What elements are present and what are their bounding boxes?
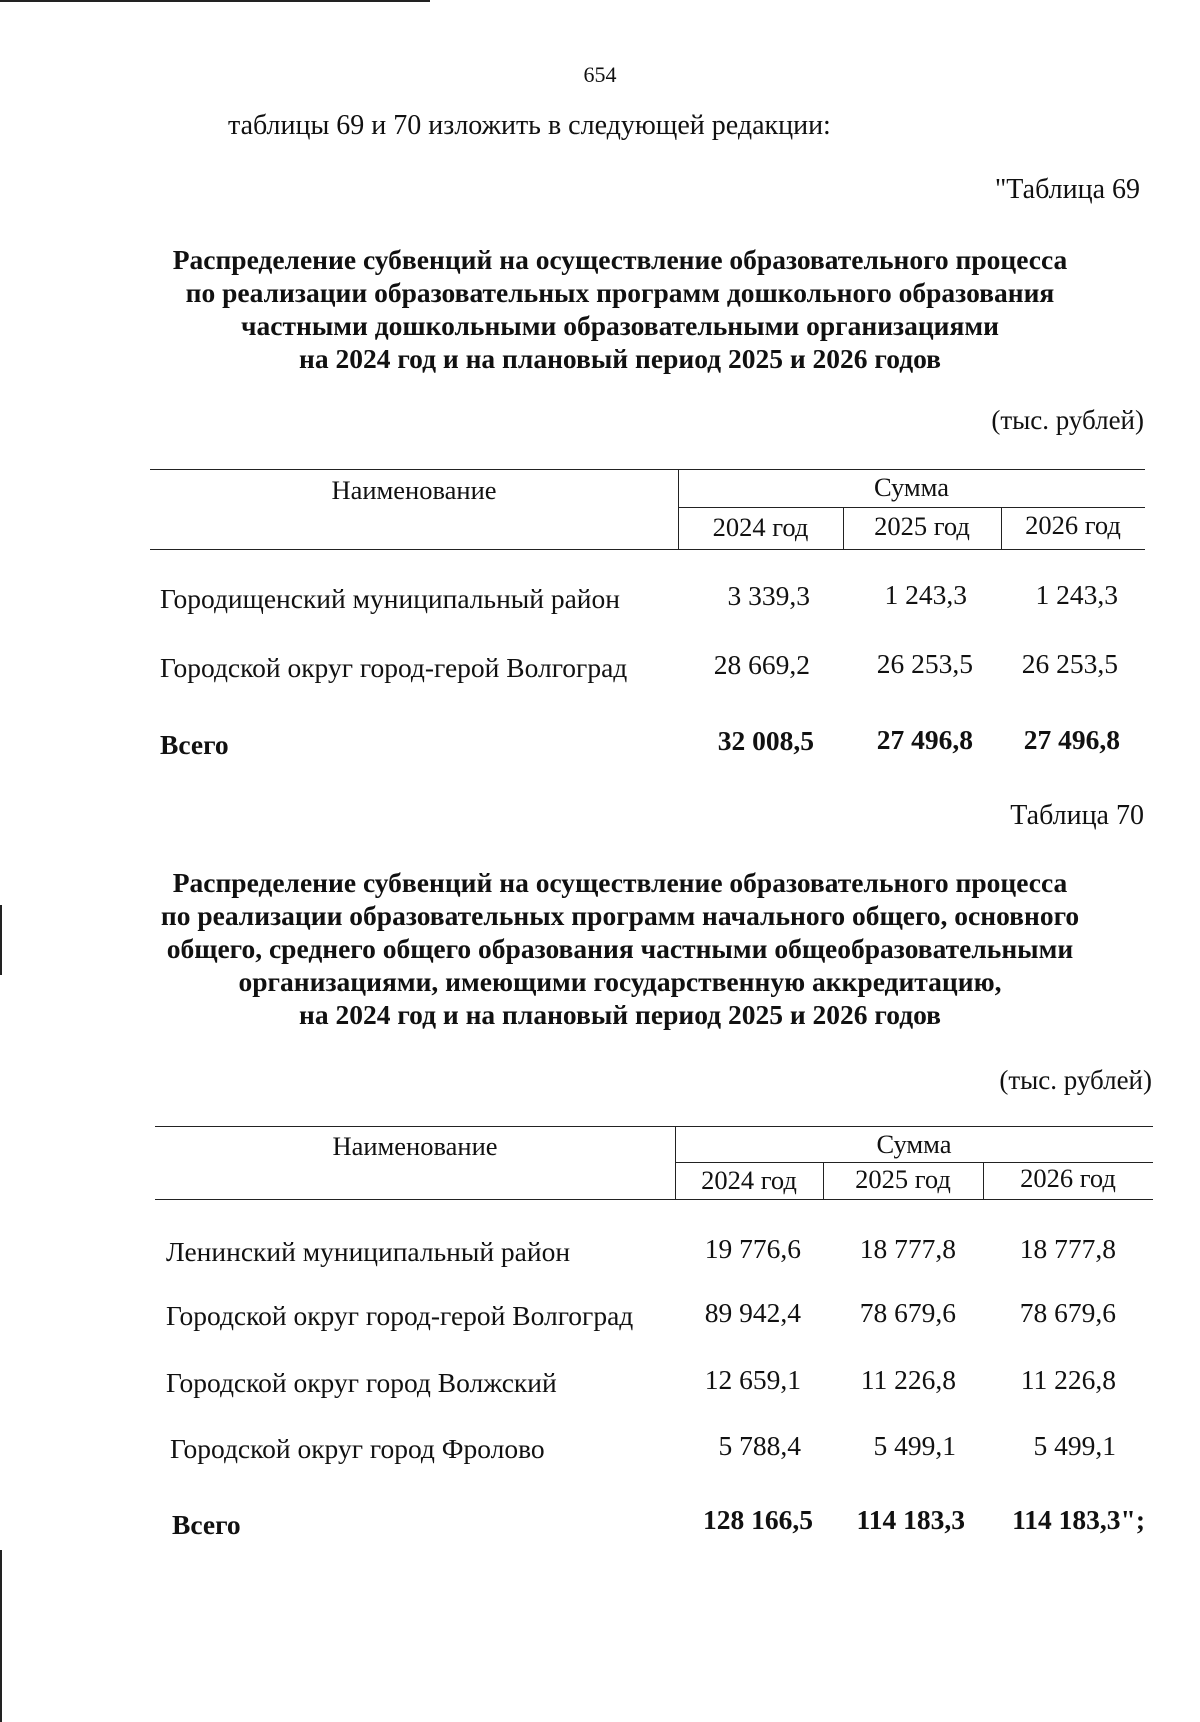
- table69-title: [120, 243, 1120, 375]
- scan-edge-left-lower: [0, 1550, 2, 1722]
- row-value: 89 942,4: [704, 1297, 801, 1328]
- table69-label: "Таблица 69: [994, 174, 1140, 205]
- row-name: Ленинский муниципальный район: [166, 1236, 571, 1267]
- row-name: Городской округ город-герой Волгоград: [166, 1300, 634, 1331]
- row-value: 11 226,8: [860, 1364, 956, 1395]
- table70-title-line: общего, среднего общего образования частными общеобразовательными: [166, 933, 1074, 964]
- table70-top-rule: [155, 1126, 1153, 1127]
- row-value: 28 669,2: [713, 649, 810, 680]
- row-name: Городской округ город Волжский: [166, 1367, 557, 1398]
- intro-text: таблицы 69 и 70 изложить в следующей редакции:: [228, 110, 831, 141]
- scan-edge-top: [0, 0, 430, 2]
- row-value: 5 499,1: [1033, 1430, 1116, 1461]
- table69-title-line: частными дошкольными образовательными организациями: [241, 310, 999, 341]
- table69-header-year: 2024 год: [712, 512, 809, 542]
- table70-title-line: организациями, имеющими государственную аккредитацию,: [238, 966, 1002, 997]
- row-value: 12 659,1: [704, 1364, 801, 1395]
- table69-units: (тыс. рублей): [991, 405, 1144, 435]
- total-label: Всего: [160, 729, 229, 760]
- row-value: 26 253,5: [1021, 648, 1118, 679]
- table70-title-line: по реализации образовательных программ начального общего, основного: [160, 900, 1080, 931]
- table69-header-year: 2025 год: [874, 511, 970, 541]
- row-value: 5 788,4: [718, 1430, 801, 1461]
- row-value: 5 499,1: [873, 1430, 956, 1461]
- row-value: 78 679,6: [1019, 1297, 1116, 1328]
- table70-header-year: 2025 год: [855, 1164, 951, 1194]
- table69-header-sum: Сумма: [873, 472, 950, 502]
- total-label: Всего: [172, 1509, 241, 1540]
- total-value: 27 496,8: [1023, 724, 1120, 755]
- table69-header-year: 2026 год: [1025, 510, 1121, 540]
- table69-title-line: по реализации образовательных программ дошкольного образования: [185, 277, 1055, 308]
- table70-label: Таблица 70: [1010, 800, 1144, 831]
- row-value: 1 243,3: [884, 579, 967, 610]
- row-value: 18 777,8: [1019, 1233, 1116, 1264]
- table70-header-bottom-rule: [155, 1199, 1153, 1200]
- table70-title-line: Распределение субвенций на осуществление образовательного процесса: [172, 867, 1068, 898]
- table70-title-line: на 2024 год и на плановый период 2025 и 2026 годов: [298, 999, 942, 1030]
- table69-title-line: Распределение субвенций на осуществление образовательного процесса: [172, 244, 1068, 275]
- table70-header-sum: Сумма: [876, 1129, 952, 1159]
- total-value: 27 496,8: [876, 724, 973, 755]
- table69-top-rule: [150, 469, 1145, 470]
- row-value: 3 339,3: [727, 580, 810, 611]
- table69-sum-rule: [678, 507, 1145, 508]
- scan-edge-left-upper: [0, 905, 2, 975]
- row-name: Городской округ город Фролово: [170, 1433, 545, 1464]
- row-value: 11 226,8: [1020, 1364, 1116, 1395]
- table70-header-name: Наименование: [332, 1131, 498, 1161]
- row-name: Городской округ город-герой Волгоград: [160, 652, 628, 683]
- row-value: 19 776,6: [704, 1233, 801, 1264]
- row-name: Городищенский муниципальный район: [160, 583, 620, 614]
- row-value: 78 679,6: [859, 1297, 956, 1328]
- table70-header-year: 2024 год: [701, 1165, 797, 1195]
- total-value: 114 183,3";: [1012, 1504, 1145, 1535]
- table70-header-year: 2026 год: [1020, 1163, 1116, 1193]
- total-value: 114 183,3: [856, 1504, 965, 1535]
- table70-title: [120, 866, 1120, 1031]
- table70-units: (тыс. рублей): [999, 1065, 1152, 1095]
- row-value: 1 243,3: [1035, 579, 1118, 610]
- table69-header-bottom-rule: [150, 549, 1145, 550]
- page-number: 654: [583, 62, 617, 87]
- table69-header-name: Наименование: [331, 475, 497, 505]
- total-value: 128 166,5: [703, 1504, 813, 1535]
- row-value: 18 777,8: [859, 1233, 956, 1264]
- total-value: 32 008,5: [717, 725, 814, 756]
- table69-title-line: на 2024 год и на плановый период 2025 и 2026 годов: [298, 343, 942, 374]
- row-value: 26 253,5: [876, 648, 973, 679]
